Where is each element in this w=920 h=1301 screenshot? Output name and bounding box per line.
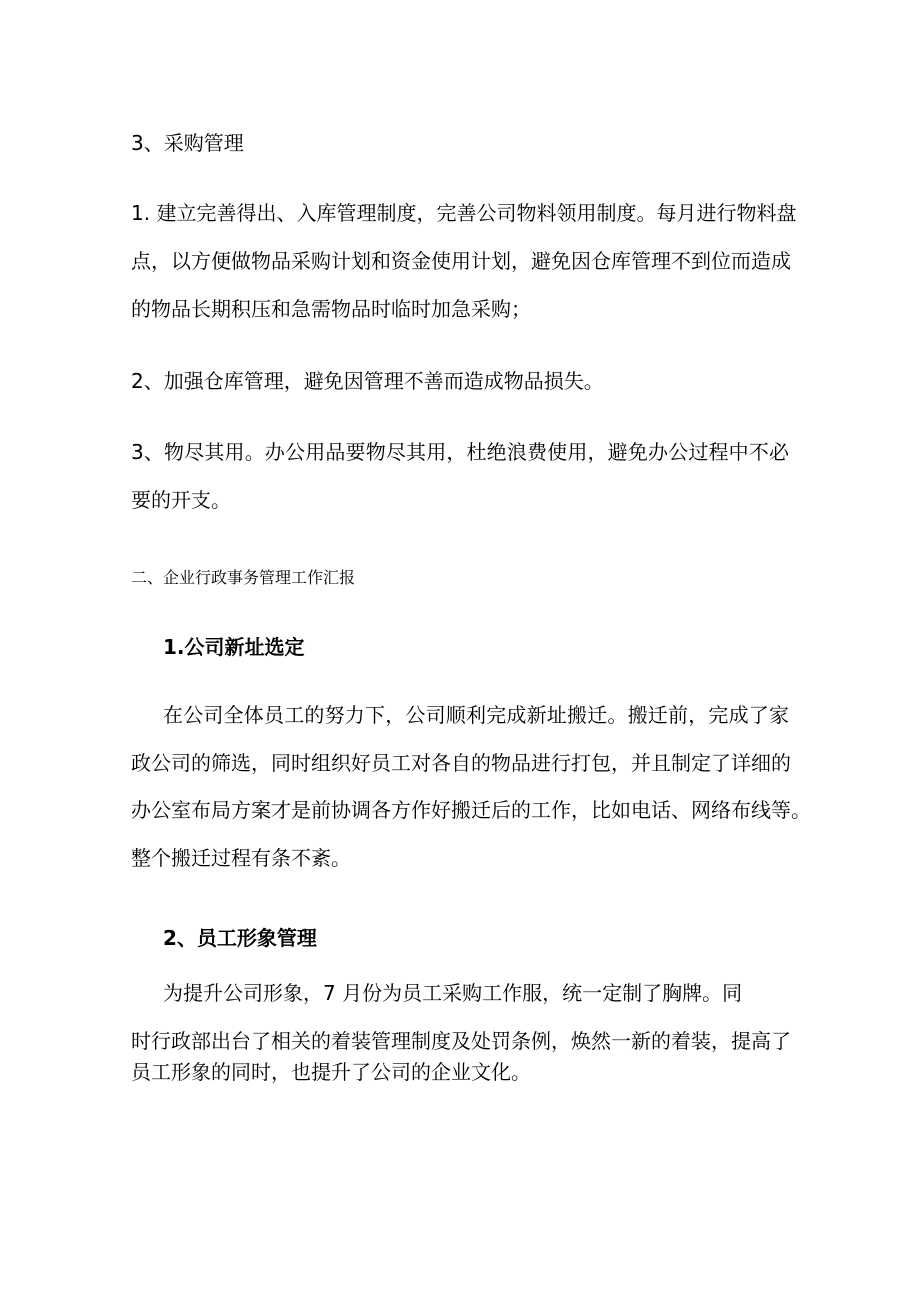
paragraph-line: 要的开支。	[131, 488, 231, 512]
paragraph-line: 员工形象的同时，也提升了公司的企业文化。	[131, 1060, 531, 1084]
part-title: 二、企业行政事务管理工作汇报	[131, 568, 356, 587]
paragraph-line: 办公室布局方案才是前协调各方作好搬迁后的工作，比如电话、网络布线等。	[131, 798, 811, 822]
section-title: 3、采购管理	[131, 131, 244, 155]
paragraph-line: 为提升公司形象，7 月份为员工采购工作服，统一定制了胸牌。同	[163, 981, 743, 1005]
paragraph-line: 的物品长期积压和急需物品时临时加急采购；	[131, 297, 531, 321]
paragraph-line: 在公司全体员工的努力下，公司顺利完成新址搬迁。搬迁前，完成了家	[163, 703, 789, 727]
paragraph-line: 1. 建立完善得出、入库管理制度，完善公司物料领用制度。每月进行物料盘	[131, 201, 797, 225]
paragraph-line: 整个搬迁过程有条不紊。	[131, 846, 351, 870]
paragraph-line: 点，以方便做物品采购计划和资金使用计划，避免因仓库管理不到位而造成	[131, 249, 791, 273]
subsection-title: 1.公司新址选定	[163, 635, 305, 659]
paragraph-line: 2、加强仓库管理，避免因管理不善而造成物品损失。	[131, 369, 604, 393]
paragraph-line: 3、物尽其用。办公用品要物尽其用，杜绝浪费使用，避免办公过程中不必	[131, 440, 789, 464]
subsection-title: 2、员工形象管理	[163, 926, 317, 950]
paragraph-line: 政公司的筛选，同时组织好员工对各自的物品进行打包，并且制定了详细的	[131, 751, 791, 775]
paragraph-line: 时行政部出台了相关的着装管理制度及处罚条例，焕然一新的着装，提高了	[131, 1029, 791, 1053]
